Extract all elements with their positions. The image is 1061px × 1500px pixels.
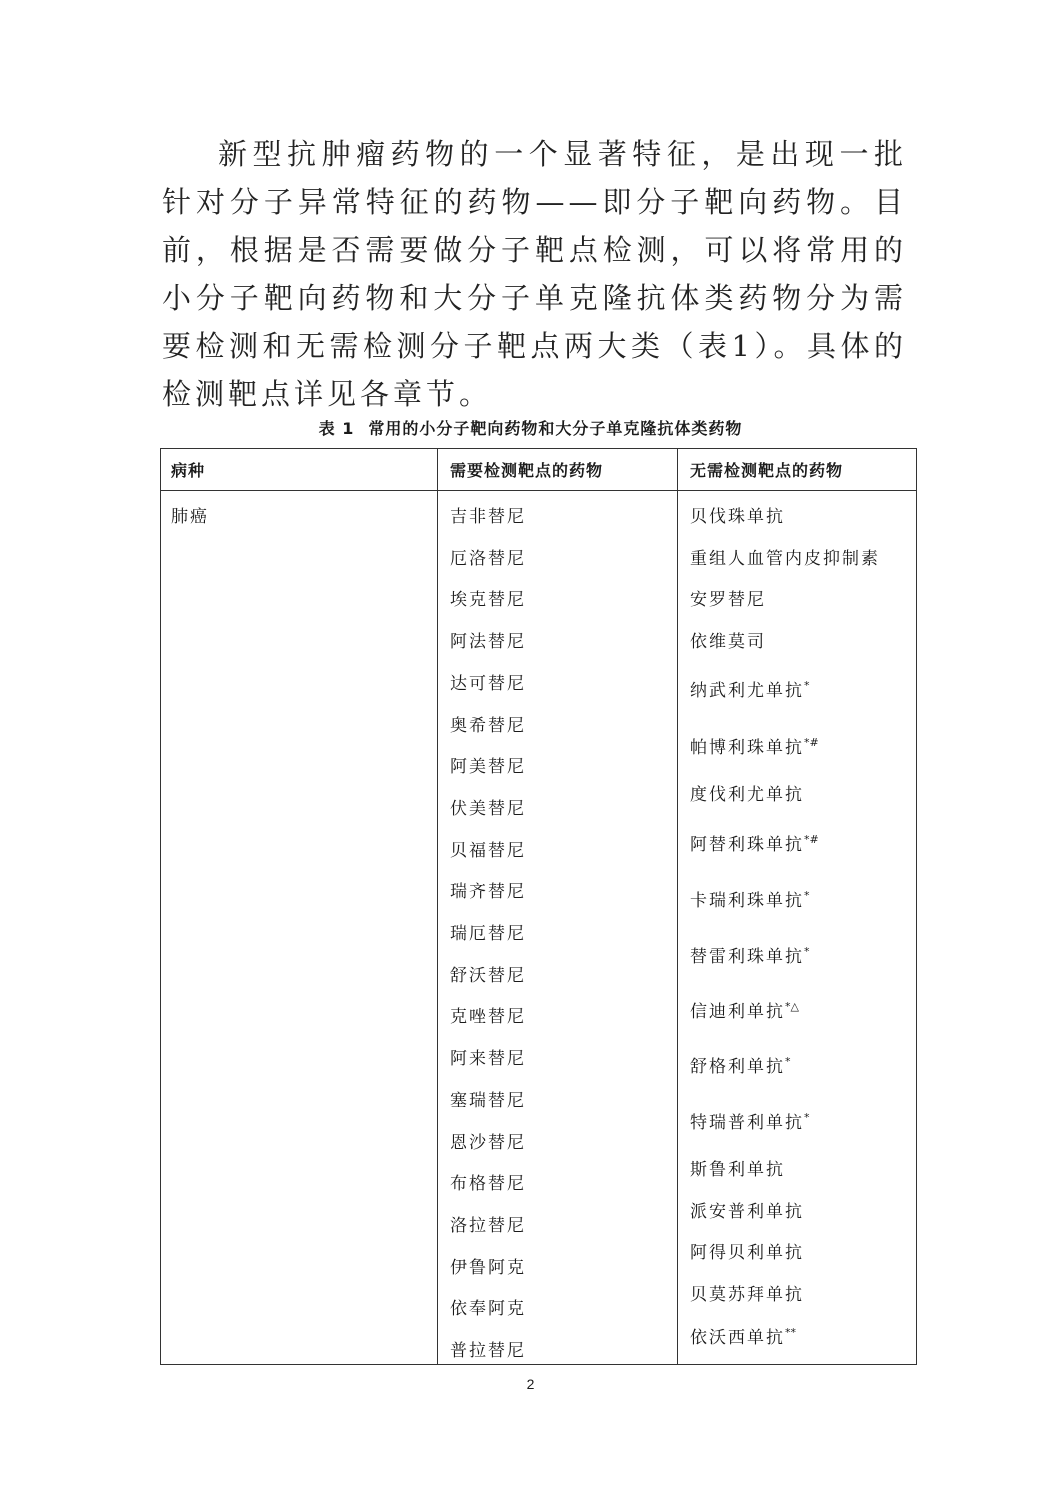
targeted-drug-item: 依奉阿克 [450,1299,526,1320]
untargeted-drug-item: 重组人血管内皮抑制素 [690,549,880,569]
untargeted-drug-item: 阿替利珠单抗*# [690,833,819,855]
targeted-drug-item: 克唑替尼 [450,1007,526,1028]
header-targeted-drugs: 需要检测靶点的药物 [450,461,604,480]
untargeted-drug-item: 特瑞普利单抗* [690,1111,810,1133]
untargeted-drug-item: 度伐利尤单抗 [690,785,804,805]
targeted-drug-item: 舒沃替尼 [450,965,526,986]
targeted-drug-item: 奥希替尼 [450,715,526,736]
untargeted-drug-item: 舒格利单抗* [690,1055,791,1077]
targeted-drug-item: 布格替尼 [450,1174,526,1195]
footnote-mark: *△ [785,1000,799,1013]
targeted-drug-item: 达可替尼 [450,673,526,694]
table-divider [437,448,438,1365]
untargeted-drug-item: 贝伐珠单抗 [690,507,785,527]
targeted-drug-item: 伊鲁阿克 [450,1257,526,1278]
footnote-mark: * [804,889,810,902]
targeted-drug-item: 吉非替尼 [450,507,526,527]
targeted-drug-item: 塞瑞替尼 [450,1090,526,1111]
untargeted-drug-item: 斯鲁利单抗 [690,1160,785,1180]
untargeted-drug-item: 依沃西单抗** [690,1326,796,1348]
intro-paragraph: 新型抗肿瘤药物的一个显著特征，是出现一批针对分子异常特征的药物——即分子靶向药物。目前，根据是否需要做分子靶点检测，可以将常用的小分子靶向药物和大分子单克隆抗体类药物分为需要检测和无需检测分子靶点两大类（表1）。具体的检测靶点详见各章节。 [162,137,907,411]
page-number: 2 [526,1376,535,1392]
targeted-drug-item: 埃克替尼 [450,590,526,611]
targeted-drug-item: 贝福替尼 [450,840,526,861]
targeted-drug-item: 普拉替尼 [450,1341,526,1361]
disease-cell: 肺癌 [171,507,209,527]
untargeted-drug-item: 帕博利珠单抗*# [690,736,819,758]
targeted-drug-item: 恩沙替尼 [450,1132,526,1153]
table-divider [677,448,678,1365]
table-header-rule [160,490,917,491]
footnote-mark: *# [804,736,819,749]
footnote-mark: ** [785,1326,796,1339]
untargeted-drug-item: 依维莫司 [690,632,766,652]
untargeted-drug-item: 纳武利尤单抗* [690,679,810,701]
targeted-drug-item: 阿法替尼 [450,632,526,653]
footnote-mark: * [804,945,810,958]
table-caption-title: 常用的小分子靶向药物和大分子单克隆抗体类药物 [368,419,743,438]
targeted-drug-item: 伏美替尼 [450,798,526,819]
targeted-drug-item: 厄洛替尼 [450,548,526,569]
untargeted-drug-item: 信迪利单抗*△ [690,1000,799,1022]
untargeted-drug-item: 安罗替尼 [690,590,766,610]
targeted-drug-item: 瑞齐替尼 [450,882,526,903]
targeted-drug-item: 洛拉替尼 [450,1215,526,1236]
untargeted-drug-item: 替雷利珠单抗* [690,945,810,967]
table-caption [0,416,1061,439]
header-untargeted-drugs: 无需检测靶点的药物 [690,461,844,480]
untargeted-drug-item: 贝莫苏拜单抗 [690,1285,804,1305]
untargeted-drug-item: 阿得贝利单抗 [690,1243,804,1263]
footnote-mark: * [804,1111,810,1124]
header-disease: 病种 [171,461,206,480]
targeted-drug-item: 瑞厄替尼 [450,924,526,944]
footnote-mark: *# [804,833,819,846]
targeted-drug-item: 阿来替尼 [450,1049,526,1070]
table-caption-label: 表 1 [318,419,355,438]
untargeted-drug-item: 卡瑞利珠单抗* [690,889,810,911]
targeted-drug-item: 阿美替尼 [450,757,526,778]
untargeted-drug-item: 派安普利单抗 [690,1202,804,1222]
footnote-mark: * [785,1055,791,1068]
footnote-mark: * [804,679,810,692]
